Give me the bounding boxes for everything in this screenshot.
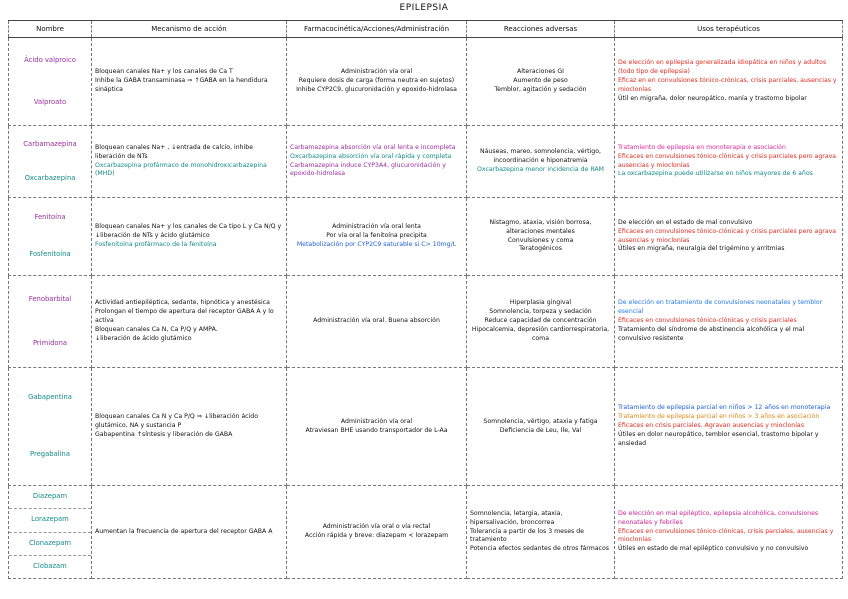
uses-text: Eficaces en convulsiones tónico-clónicas y crisis parciales pero agrava ausencias y mioclonías (618, 152, 837, 169)
mechanism-cell (92, 38, 287, 126)
uses-cell (615, 368, 843, 486)
adverse-text: Somnolencia, vértigo, ataxia y fatiga (483, 417, 598, 425)
adverse-text: Hipocalcemia, depresión cardiorrespiratoria, coma (471, 325, 610, 342)
drug-name: Pregabalina (29, 450, 70, 459)
adverse-cell (467, 368, 615, 486)
uses-text: Eficaces en convulsiones tónico-clónicas, crisis parciales, ausencias y mioclonías (618, 527, 834, 544)
header-mechanism: Mecanismo de acción (92, 21, 287, 38)
uses-text: Tratamiento de epilepsia parcial en niños > 12 años en monoterapia (618, 404, 831, 412)
pk-text: Metabolización por CYP2C9 saturable si C> 10mg/L (296, 240, 457, 248)
adverse-text: Oxcarbazepina menor incidencia de RAM (477, 165, 604, 173)
uses-text: Eficaces en crisis parciales. Agravan ausencias y mioclonías (618, 422, 804, 429)
uses-cell (615, 276, 843, 368)
adverse-text: Temblor, agitación y sedación (494, 85, 587, 93)
pk-text: Requiere dosis de carga (forma neutra en sujetos) (298, 77, 455, 84)
mechanism-text: Gabapentina ↑síntesis y liberación de GABA (95, 430, 233, 438)
uses-cell (615, 198, 843, 276)
uses-cell (615, 38, 843, 126)
drug-name-cell (9, 38, 92, 126)
table-row (9, 486, 843, 579)
uses-text: Tratamiento del síndrome de abstinencia alcohólica y el mal convulsivo resistente (618, 325, 805, 342)
adverse-text: Deficiencia de Leu, Ile, Val (499, 426, 582, 434)
uses-text: Tratamiento de epilepsia en monoterapia o asociación (618, 143, 786, 151)
mechanism-text: Inhibe la GABA transaminasa ⇒ ↑GABA en la hendidura sináptica (95, 77, 268, 93)
adverse-cell (467, 38, 615, 126)
drug-name: Primidona (32, 338, 68, 347)
pk-cell (287, 126, 467, 198)
pk-text: Atraviesan BHE usando transportador de L-Aa (305, 426, 448, 434)
uses-text: Eficaces en convulsiones tónico-clónicas y crisis parciales pero agrava ausencias y mioclonías (618, 227, 837, 244)
drug-name: Carbamazepina (23, 139, 77, 148)
header-adverse: Reacciones adversas (467, 21, 615, 38)
uses-text: De elección en tratamiento de convulsiones neonatales y temblor esencial (618, 299, 823, 316)
mechanism-cell (92, 276, 287, 368)
adverse-cell (467, 126, 615, 198)
adverse-text: Somnolencia, torpeza y sedación (489, 308, 592, 316)
uses-text: Eficaces en convulsiones tónico-clónicas y crisis parciales (618, 317, 797, 324)
adverse-cell (467, 198, 615, 276)
uses-text: Útiles en estado de mal epiléptico convulsivo y no convulsivo (618, 545, 809, 553)
drug-name: Lorazepam (9, 508, 91, 531)
adverse-text: Somnolencia, letargia, ataxia, hipersalivación, broncorrea (470, 509, 563, 526)
adverse-text: Hiperplasia gingival (509, 299, 572, 307)
uses-cell (615, 126, 843, 198)
uses-text: Útil en migraña, dolor neuropático, manía y trastorno bipolar (618, 94, 807, 102)
pk-text: Carbamazepina induce CYP3A4, glucuronidación y epoxido-hidrolasa (290, 161, 446, 178)
mechanism-text: Aumentan la frecuencia de apertura del receptor GABA A (95, 527, 273, 535)
drug-name-cell (9, 276, 92, 368)
drug-name: Fenobarbital (28, 294, 72, 303)
drug-name-cell (9, 198, 92, 276)
pk-text: Administración vía oral (340, 68, 413, 76)
pk-cell (287, 198, 467, 276)
adverse-text: Nistagmo, ataxia, visión borrosa, alteraciones mentales (489, 218, 592, 235)
header-row (9, 21, 843, 38)
uses-text: De elección en el estado de mal convulsivo (618, 218, 753, 226)
mechanism-text: ↓liberación de ácido glutámico (95, 334, 192, 342)
drug-name: Clonazepam (9, 532, 91, 555)
pk-cell (287, 486, 467, 579)
table-row (9, 198, 843, 276)
pk-text: Administración vía oral o vía rectal (322, 523, 431, 531)
table-row (9, 38, 843, 126)
drug-name: Ácido valproico (24, 55, 76, 64)
header-pharmacokinetics: Farmacocinética/Acciones/Administración (287, 21, 467, 38)
mechanism-cell (92, 368, 287, 486)
adverse-text: Potencia efectos sedantes de otros fármacos (470, 545, 609, 553)
pk-text: Acción rápida y breve: diazepam < lorazepam (304, 532, 449, 539)
pk-cell (287, 38, 467, 126)
table-row (9, 126, 843, 198)
adverse-text: Tolerancia a partir de los 3 meses de tratamiento (470, 527, 584, 544)
drug-name: Fenitoína (34, 213, 66, 222)
uses-text: De elección en mal epiléptico, epilepsia alcohólica, convulsiones neonatales y febriles (618, 509, 819, 526)
uses-text: Útiles en migraña, neuralgia del trigémino y arritmias (618, 245, 785, 253)
uses-text: La oxcarbazepina puede utilizarse en niños mayores de 6 años (618, 170, 813, 178)
uses-text: Útiles en dolor neuropático, temblor esencial, trastorno bipolar y ansiedad (618, 430, 819, 447)
adverse-cell (467, 276, 615, 368)
mechanism-text: Bloquean canales Ca N, Ca P/Q y AMPA. (95, 325, 218, 333)
pk-text: Oxcarbazepina absorción vía oral rápida y completa (290, 152, 452, 160)
mechanism-text: Bloquean canales Na+ , ↓entrada de calcio, inhibe liberación de NTs (95, 143, 254, 160)
uses-cell (615, 486, 843, 579)
mechanism-text: Bloquean canales Na+ y los canales de Ca tipo L y Ca N/Q y ↓liberación de NTs y ácido glutámico (95, 223, 282, 239)
uses-text: De elección en epilepsia generalizada idiopática en niños y adultos (todo tipo de epilepsia) (618, 59, 827, 76)
header-name: Nombre (9, 21, 92, 38)
table-row (9, 276, 843, 368)
drug-name: Fosfenitoína (29, 250, 71, 259)
pk-cell (287, 368, 467, 486)
adverse-text: Teratogénicos (519, 245, 562, 253)
pk-text: Inhibe CYP2C9, glucuronidación y epoxido-hidrolasa (296, 85, 457, 93)
adverse-text: Reduce capacidad de concentración (484, 317, 597, 324)
mechanism-cell (92, 126, 287, 198)
pk-text: Administración vía oral. Buena absorción (313, 317, 440, 324)
mechanism-text: Actividad antiepiléptica, sedante, hipnótica y anestésica (95, 299, 270, 307)
drug-name-cell (9, 126, 92, 198)
drug-name: Oxcarbazepina (24, 173, 76, 182)
mechanism-cell (92, 486, 287, 579)
table-row (9, 368, 843, 486)
drug-name: Clobazam (9, 555, 91, 578)
pk-text: Por vía oral la fenitoína precipita (326, 232, 427, 239)
mechanism-text: Prolongan el tiempo de apertura del receptor GABA A y lo activa (95, 308, 274, 324)
mechanism-text: Oxcarbazepina profármaco de monohidroxicarbazepina (MHD) (95, 161, 267, 178)
drug-name: Gabapentina (28, 393, 72, 402)
pk-text: Administración vía oral lenta (332, 223, 421, 231)
drug-name: Diazepam (32, 492, 68, 501)
adverse-text: Convulsiones y coma (507, 236, 574, 244)
epilepsy-table (8, 20, 843, 579)
adverse-cell (467, 486, 615, 579)
pk-text: Administración vía oral (340, 417, 413, 425)
pk-cell (287, 276, 467, 368)
header-uses: Usos terapéuticos (615, 21, 843, 38)
drug-name: Valproato (33, 97, 67, 106)
adverse-text: Alteraciones GI (517, 68, 564, 76)
pk-text: Carbamazepina absorción vía oral lenta e incompleta (290, 143, 456, 151)
page-title: EPILEPSIA (399, 3, 449, 13)
drug-name-cell (9, 368, 92, 486)
mechanism-cell (92, 198, 287, 276)
drug-name-cell (9, 486, 92, 579)
uses-text: Eficaz en en convulsiones tónico-crónicas, crisis parciales, ausencias y mioclonías (618, 77, 837, 93)
adverse-text: Náuseas, mareo, somnolencia, vértigo, incoordinación e hiponatremia (480, 148, 601, 164)
uses-text: Tratamiento de epilepsia parcial en niños > 3 años en asociación (618, 413, 820, 421)
mechanism-text: Fosfenitoína profármaco de la fenitoína (95, 240, 217, 248)
mechanism-text: Bloquean canales Na+ y los canales de Ca T (95, 68, 233, 76)
mechanism-text: Bloquean canales Ca N y Ca P/Q ⇒ ↓liberación ácido glutámico, NA y sustancia P (95, 413, 259, 429)
adverse-text: Aumento de peso (513, 77, 568, 84)
